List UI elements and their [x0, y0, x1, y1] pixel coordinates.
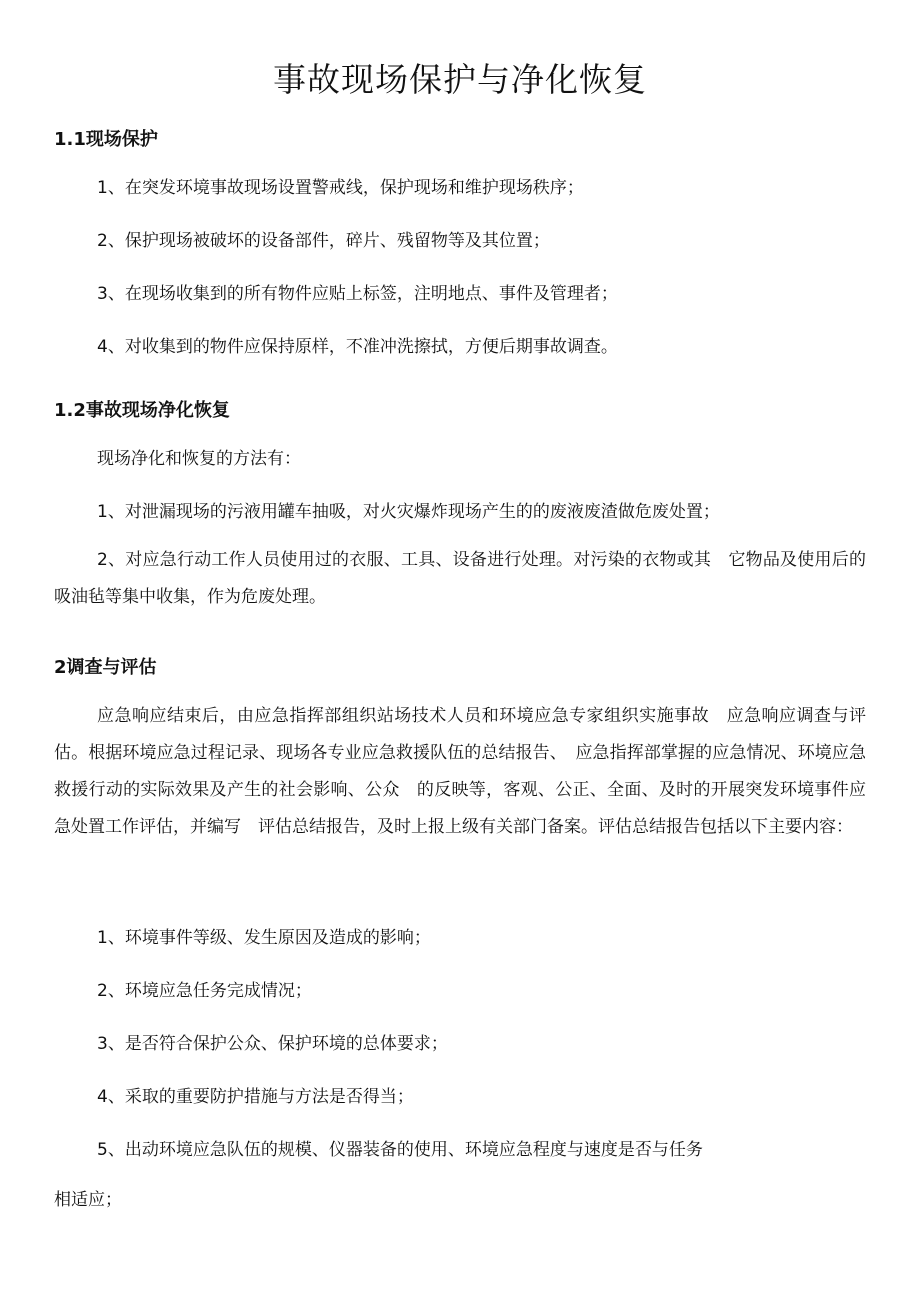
list-item: 2、保护现场被破坏的设备部件，碎片、残留物等及其位置； [97, 231, 550, 251]
page-title: 事故现场保护与净化恢复 [273, 60, 647, 99]
list-item: 4、采取的重要防护措施与方法是否得当； [97, 1087, 414, 1107]
list-item-paragraph: 2、对应急行动工作人员使用过的衣服、工具、设备进行处理。对污染的衣物或其 它物品及使用后的吸油毡等集中收集，作为危废处理。 [54, 550, 866, 607]
list-item: 1、环境事件等级、发生原因及造成的影响； [97, 928, 431, 948]
list-item: 3、在现场收集到的所有物件应贴上标签，注明地点、事件及管理者； [97, 284, 618, 304]
list-item-continuation: 相适应； [54, 1190, 122, 1210]
list-item: 1、对泄漏现场的污液用罐车抽吸，对火灾爆炸现场产生的的废液废渣做危废处置； [97, 502, 720, 522]
body-paragraph: 应急响应结束后，由应急指挥部组织站场技术人员和环境应急专家组织实施事故 应急响应调查与评估。根据环境应急过程记录、现场各专业应急救援队伍的总结报告、 应急指挥部掌握的应急情况、环境应急救援行动的实际效果及产生的社会影响、公众 的反映等，客观、公正、全面、及时的开展突发环境事件应急处置工作评估，并编写 评估总结报告，及时上报上级有关部门备案。评估总结报告包括以下主要内容： [54, 706, 866, 837]
section-heading-1-1: 1.1现场保护 [54, 129, 158, 150]
list-item: 1、在突发环境事故现场设置警戒线，保护现场和维护现场秩序； [97, 178, 584, 198]
section-intro: 现场净化和恢复的方法有： [97, 449, 301, 469]
section-heading-2: 2调查与评估 [54, 657, 157, 678]
list-item: 4、对收集到的物件应保持原样，不准冲洗擦拭，方便后期事故调查。 [97, 337, 618, 357]
list-item: 3、是否符合保护公众、保护环境的总体要求； [97, 1034, 448, 1054]
list-item: 2、环境应急任务完成情况； [97, 981, 312, 1001]
list-item: 5、出动环境应急队伍的规模、仪器装备的使用、环境应急程度与速度是否与任务 [97, 1140, 703, 1160]
section-heading-1-2: 1.2事故现场净化恢复 [54, 400, 230, 421]
